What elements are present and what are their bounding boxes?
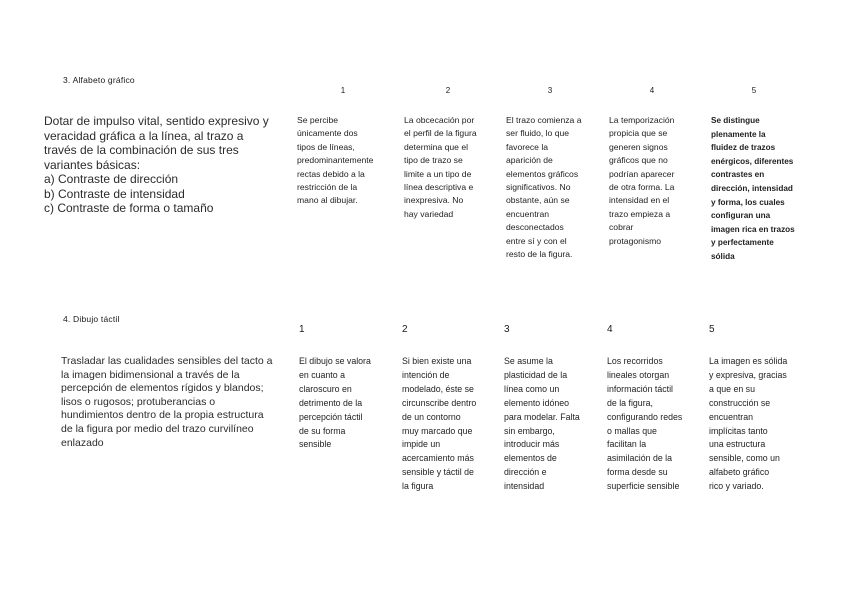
description-line: veracidad gráfica a la línea, al trazo a [44, 128, 244, 143]
description-line: a) Contraste de dirección [44, 172, 179, 186]
section-3-level-1: 1 [340, 86, 346, 95]
description-line: enlazado [61, 436, 104, 449]
description-line: de la figura por medio del trazo curvilíneo [61, 422, 254, 435]
section-3-description [44, 114, 284, 216]
section-3-level-2: 2 [445, 86, 451, 95]
section-3-level-1-criteria: Se percibe únicamente dos tipos de líneas, predominantemente rectas debido a la restricción de la mano al dibujar. [297, 115, 374, 206]
description-line: c) Contraste de forma o tamaño [44, 201, 214, 215]
section-4-level-2: 2 [402, 324, 408, 335]
description-line: Trasladar las cualidades sensibles del tacto a [61, 355, 273, 367]
section-3-level-3: 3 [547, 86, 553, 95]
description-line: variantes básicas: [44, 157, 141, 172]
section-3-level-4: 4 [649, 86, 655, 95]
description-line: lisos o rugosos; protuberancias o [61, 395, 216, 408]
section-4-level-4-criteria: Los recorridos lineales otorgan información táctil de la figura, configurando redes o mallas que facilitan la asimilación de la forma desde su superficie sensible [607, 356, 683, 492]
section-4-level-5: 5 [709, 324, 715, 335]
section-4-level-3-criteria: Se asume la plasticidad de la línea como un elemento idóneo para modelar. Falta sin embargo, introducir más elementos de dirección e intensidad [504, 356, 580, 492]
description-line: Dotar de impulso vital, sentido expresivo y [44, 114, 269, 128]
description-line: la imagen bidimensional a través de la [61, 368, 240, 381]
section-3-title: 3. Alfabeto gráfico [63, 75, 135, 85]
section-4-level-1-criteria: El dibujo se valora en cuanto a claroscuro en detrimento de la percepción táctil de su forma sensible [299, 356, 371, 450]
description-line: b) Contraste de intensidad [44, 186, 185, 201]
section-4-level-3: 3 [504, 324, 510, 335]
section-3-level-2-criteria: La obcecación por el perfil de la figura determina que el tipo de trazo se limite a un tipo de línea descriptiva e inexpresiva. No hay variedad [404, 115, 477, 219]
section-4-description [61, 355, 293, 450]
section-4-title: 4. Dibujo táctil [63, 314, 120, 324]
description-line: percepción de elementos rígidos y blandos; [61, 382, 264, 395]
section-3-level-3-criteria: El trazo comienza a ser fluido, lo que favorece la aparición de elementos gráficos significativos. No obstante, aún se encuentran desconectados entre sí y con el resto de la figura. [506, 115, 582, 260]
description-line: través de la combinación de sus tres [44, 143, 239, 157]
description-line: hundimientos dentro de la propia estructura [61, 409, 264, 422]
section-4-level-2-criteria: Si bien existe una intención de modelado, éste se circunscribe dentro de un contorno muy marcado que impide un acercamiento más sensible y táctil de la figura [402, 356, 477, 492]
section-4-level-1: 1 [299, 324, 305, 335]
section-4-level-4: 4 [607, 324, 613, 335]
section-4-level-5-criteria: La imagen es sólida y expresiva, gracias a que en su construcción se encuentran implícitas tanto una estructura sensible, como un alfabeto gráfico rico y variado. [709, 356, 788, 492]
section-3-level-5-criteria: Se distingue plenamente la fluidez de trazos enérgicos, diferentes contrastes en dirección, intensidad y forma, los cuales configuran una imagen rica en trazos y perfectamente sólida [711, 116, 795, 261]
section-3-level-4-criteria: La temporización propicia que se generen signos gráficos que no podrían aparecer de otra forma. La intensidad en el trazo empieza a cobrar protagonismo [609, 115, 675, 246]
section-3-level-5: 5 [751, 86, 757, 95]
